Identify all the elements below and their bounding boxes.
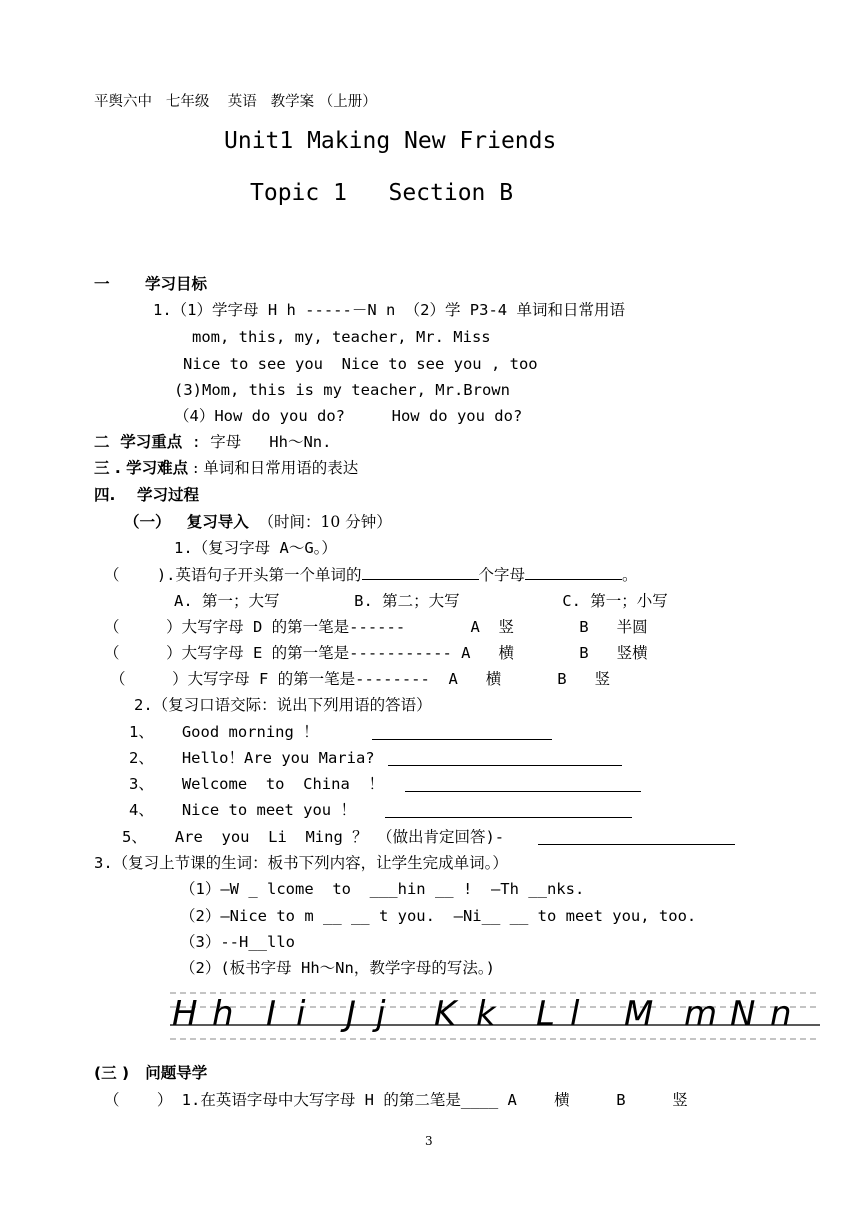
part1-label: （一） 复习导入 — [124, 513, 249, 531]
q2-item-2-text: 2、 Hello！Are you Maria? — [129, 749, 375, 767]
q3-item-3: （3）--H__llo — [180, 933, 295, 951]
part1-header — [124, 512, 392, 532]
page-header: 平舆六中 七年级 英语 教学案 （上册） — [94, 94, 377, 110]
q2-item-5-text: 5、 Are you Li Ming ？ （做出肯定回答)- — [122, 828, 505, 846]
q1c: （ ）大写字母 E 的第一笔是----------- A 横 B 竖横 — [104, 644, 648, 662]
answer-blank[interactable] — [405, 776, 641, 792]
q3-title: 3.（复习上节课的生词：板书下列内容，让学生完成单词。） — [94, 854, 508, 872]
handwriting-letter: n — [770, 994, 792, 1034]
q1b: （ ）大写字母 D 的第一笔是------ A 竖 B 半圆 — [104, 618, 648, 636]
answer-blank[interactable] — [372, 724, 552, 740]
section2 — [94, 432, 331, 452]
goal-line-5: （4）How do you do? How do you do? — [174, 407, 523, 425]
handwriting-letter: k — [476, 994, 496, 1034]
doc-subtitle: Topic 1 Section B — [250, 180, 514, 206]
q1a-mid: 个字母 — [478, 566, 526, 584]
q3-item-2: （2）—Nice to m __ __ t you. —Ni__ __ to meet you, too. — [180, 907, 697, 925]
answer-blank[interactable] — [388, 750, 622, 766]
goal-line-1: 1.（1）学字母 H h -----－N n （2）学 P3-4 单词和日常用语 — [153, 301, 625, 319]
handwriting-letter: l — [570, 994, 580, 1034]
q2-item-1-text: 1、 Good morning ！ — [129, 723, 319, 741]
q3-item-1: （1）—W _ lcome to ___hin __ ! —Th __nks. — [180, 880, 585, 898]
section2-text: : 字母 Hh～Nn. — [182, 433, 332, 451]
answer-blank[interactable] — [362, 564, 479, 580]
handwriting-letter: j — [376, 994, 386, 1034]
handwriting-letter: N — [730, 994, 756, 1034]
q2-item-1 — [129, 722, 319, 742]
doc-title: Unit1 Making New Friends — [224, 128, 557, 154]
part3-q1: （ ） 1.在英语字母中大写字母 H 的第二笔是____ A 横 B 竖 — [104, 1091, 688, 1109]
handwriting-letter: H — [172, 994, 198, 1034]
q1a-end: 。 — [622, 566, 638, 584]
part1-time: （时间：10 分钟） — [248, 513, 392, 531]
goal-line-2: mom, this, my, teacher, Mr. Miss — [192, 328, 491, 346]
section4-label: 四. 学习过程 — [94, 486, 199, 504]
part3-label: (三 ) 问题导学 — [94, 1064, 208, 1082]
section3-label: 三 . 学习难点 — [94, 459, 189, 477]
handwriting-letter: i — [296, 994, 306, 1034]
section3-text: : 单词和日常用语的表达 — [188, 459, 359, 477]
q2-item-4-text: 4、 Nice to meet you ！ — [129, 801, 356, 819]
answer-blank[interactable] — [385, 802, 632, 818]
handwriting-letter: h — [212, 994, 234, 1034]
handwriting-letter: M — [624, 994, 654, 1034]
letter-writing-guide — [170, 985, 820, 1040]
answer-blank[interactable] — [538, 829, 735, 845]
q2-title: 2.（复习口语交际：说出下列用语的答语） — [134, 696, 432, 714]
q2-item-5 — [122, 827, 504, 847]
q2-item-4 — [129, 800, 356, 820]
q3-item-4: （2）(板书字母 Hh～Nn，教学字母的写法。) — [180, 959, 495, 977]
handwriting-letter: I — [266, 994, 277, 1034]
goal-line-3: Nice to see you Nice to see you , too — [183, 355, 538, 373]
handwriting-letter: L — [536, 994, 555, 1034]
answer-blank[interactable] — [525, 564, 622, 580]
handwriting-letter: m — [684, 994, 718, 1034]
goal-line-4: (3)Mom, this is my teacher, Mr.Brown — [174, 381, 510, 399]
handwriting-letter: K — [434, 994, 457, 1034]
q2-item-2 — [129, 748, 375, 768]
q1-options: A. 第一；大写 B. 第二；大写 C. 第一；小写 — [174, 592, 668, 610]
handwriting-letter: J — [346, 994, 357, 1034]
q1a — [104, 564, 638, 585]
q2-item-3-text: 3、 Welcome to China ！ — [129, 775, 384, 793]
section1-heading: 学习目标 — [145, 275, 208, 293]
section2-label: 二 学习重点 — [94, 433, 183, 451]
section1-number: 一 — [94, 275, 110, 293]
section3 — [94, 458, 358, 478]
page-number: 3 — [425, 1134, 433, 1148]
q1-title: 1.（复习字母 A～G。） — [174, 539, 337, 557]
q2-item-3 — [129, 774, 384, 794]
q1d: （ ）大写字母 F 的第一笔是-------- A 横 B 竖 — [110, 670, 611, 688]
q1a-text: （ ).英语句子开头第一个单词的 — [104, 566, 362, 584]
